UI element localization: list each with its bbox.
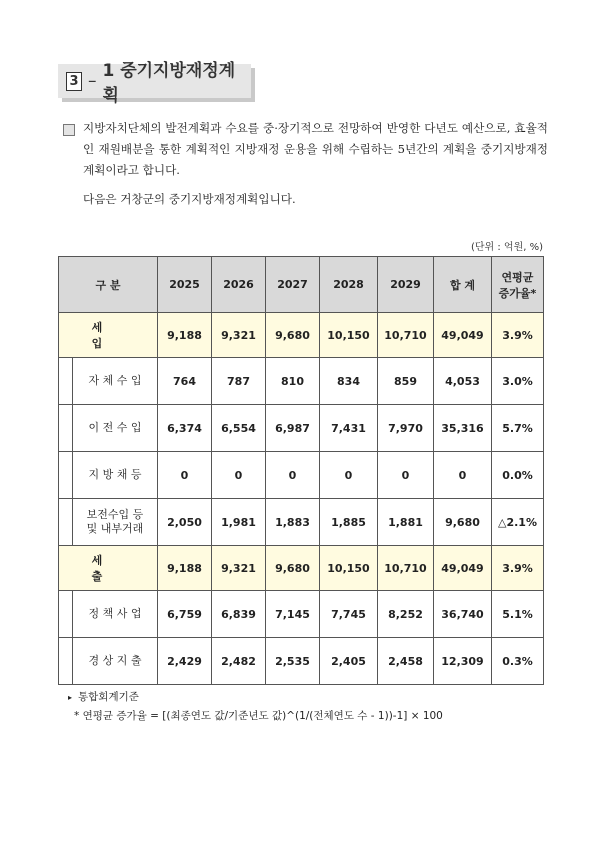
row-value-2026: 6,554 — [212, 405, 266, 452]
row-value-2026: 6,839 — [212, 591, 266, 638]
row-indent — [59, 591, 73, 638]
row-growth: 3.9% — [492, 546, 544, 591]
row-value-2028: 10,150 — [320, 546, 378, 591]
table-intro-paragraph: 다음은 거창군의 중기지방재정계획입니다. — [83, 192, 296, 206]
table-row — [59, 405, 544, 452]
row-value-2027: 0 — [266, 452, 320, 499]
row-value-2025: 9,188 — [158, 313, 212, 358]
square-bullet-icon — [63, 124, 75, 136]
formula-note: * 연평균 증가율 = [(최종연도 값/기준년도 값)^(1/(전체연도 수 - 1))-1] × 100 — [74, 710, 443, 722]
row-sum: 4,053 — [434, 358, 492, 405]
basis-note-text: 통합회계기준 — [78, 691, 139, 703]
row-value-2027: 6,987 — [266, 405, 320, 452]
header-year-2027: 2027 — [266, 257, 320, 313]
header-total: 합 계 — [434, 257, 492, 313]
row-label: 보전수입 등 및 내부거래 — [73, 499, 158, 546]
table-header-row — [59, 257, 544, 313]
row-value-2027: 9,680 — [266, 546, 320, 591]
row-value-2029: 859 — [378, 358, 434, 405]
row-sum: 49,049 — [434, 546, 492, 591]
row-value-2025: 0 — [158, 452, 212, 499]
row-value-2025: 2,050 — [158, 499, 212, 546]
table-row — [59, 638, 544, 685]
row-value-2028: 834 — [320, 358, 378, 405]
row-value-2026: 2,482 — [212, 638, 266, 685]
row-sum: 0 — [434, 452, 492, 499]
row-label: 세 출 — [59, 546, 158, 591]
table-row — [59, 358, 544, 405]
row-growth: 0.3% — [492, 638, 544, 685]
basis-note — [68, 689, 139, 704]
row-value-2026: 0 — [212, 452, 266, 499]
row-indent — [59, 638, 73, 685]
row-label: 세 입 — [59, 313, 158, 358]
row-growth: △2.1% — [492, 499, 544, 546]
table-row — [59, 313, 544, 358]
row-sum: 36,740 — [434, 591, 492, 638]
row-sum: 49,049 — [434, 313, 492, 358]
row-value-2027: 810 — [266, 358, 320, 405]
row-value-2026: 9,321 — [212, 546, 266, 591]
section-title — [58, 61, 251, 106]
row-value-2029: 10,710 — [378, 546, 434, 591]
row-label: 이 전 수 입 — [73, 405, 158, 452]
row-value-2027: 2,535 — [266, 638, 320, 685]
row-value-2025: 2,429 — [158, 638, 212, 685]
row-value-2028: 10,150 — [320, 313, 378, 358]
row-value-2028: 0 — [320, 452, 378, 499]
row-value-2028: 7,745 — [320, 591, 378, 638]
row-value-2026: 9,321 — [212, 313, 266, 358]
row-value-2027: 1,883 — [266, 499, 320, 546]
table-row — [59, 499, 544, 546]
row-value-2025: 9,188 — [158, 546, 212, 591]
row-growth: 5.1% — [492, 591, 544, 638]
row-value-2025: 6,759 — [158, 591, 212, 638]
table-row — [59, 452, 544, 499]
header-year-2026: 2026 — [212, 257, 266, 313]
row-label: 지 방 채 등 — [73, 452, 158, 499]
header-category: 구 분 — [59, 257, 158, 313]
row-value-2029: 10,710 — [378, 313, 434, 358]
row-value-2025: 6,374 — [158, 405, 212, 452]
section-dash: – — [87, 71, 97, 91]
row-growth: 0.0% — [492, 452, 544, 499]
row-indent — [59, 358, 73, 405]
table-row — [59, 546, 544, 591]
header-year-2025: 2025 — [158, 257, 212, 313]
triangle-bullet-icon: ▸ — [68, 693, 73, 702]
row-value-2028: 2,405 — [320, 638, 378, 685]
row-label: 정 책 사 업 — [73, 591, 158, 638]
header-year-2029: 2029 — [378, 257, 434, 313]
row-growth: 3.9% — [492, 313, 544, 358]
row-growth: 5.7% — [492, 405, 544, 452]
header-growth — [492, 257, 544, 313]
row-value-2025: 764 — [158, 358, 212, 405]
row-sum: 12,309 — [434, 638, 492, 685]
budget-table — [58, 256, 544, 685]
row-value-2028: 1,885 — [320, 499, 378, 546]
header-year-2028: 2028 — [320, 257, 378, 313]
section-label: 1 중기지방재정계획 — [102, 61, 236, 106]
table-row — [59, 591, 544, 638]
row-label: 경 상 지 출 — [73, 638, 158, 685]
row-label: 자 체 수 입 — [73, 358, 158, 405]
section-number: 3 — [66, 72, 82, 91]
row-growth: 3.0% — [492, 358, 544, 405]
row-indent — [59, 499, 73, 546]
row-value-2028: 7,431 — [320, 405, 378, 452]
header-growth-line1: 연평균 — [501, 270, 534, 284]
row-value-2026: 787 — [212, 358, 266, 405]
header-growth-line2: 증가율* — [498, 286, 537, 300]
table-body — [59, 313, 544, 685]
row-indent — [59, 405, 73, 452]
row-sum: 35,316 — [434, 405, 492, 452]
row-value-2027: 9,680 — [266, 313, 320, 358]
row-value-2029: 0 — [378, 452, 434, 499]
intro-paragraph: 지방자치단체의 발전계획과 수요를 중·장기적으로 전망하여 반영한 다년도 예산으로, 효율적인 재원배분을 통한 계획적인 지방재정 운용을 위해 수립하는 5년간의 계획을 중기지방재정계획이라고 합니다. — [83, 121, 548, 177]
row-value-2027: 7,145 — [266, 591, 320, 638]
row-value-2026: 1,981 — [212, 499, 266, 546]
row-value-2029: 7,970 — [378, 405, 434, 452]
row-sum: 9,680 — [434, 499, 492, 546]
row-value-2029: 2,458 — [378, 638, 434, 685]
row-value-2029: 1,881 — [378, 499, 434, 546]
row-value-2029: 8,252 — [378, 591, 434, 638]
row-indent — [59, 452, 73, 499]
unit-label: (단위 : 억원, %) — [470, 242, 543, 253]
